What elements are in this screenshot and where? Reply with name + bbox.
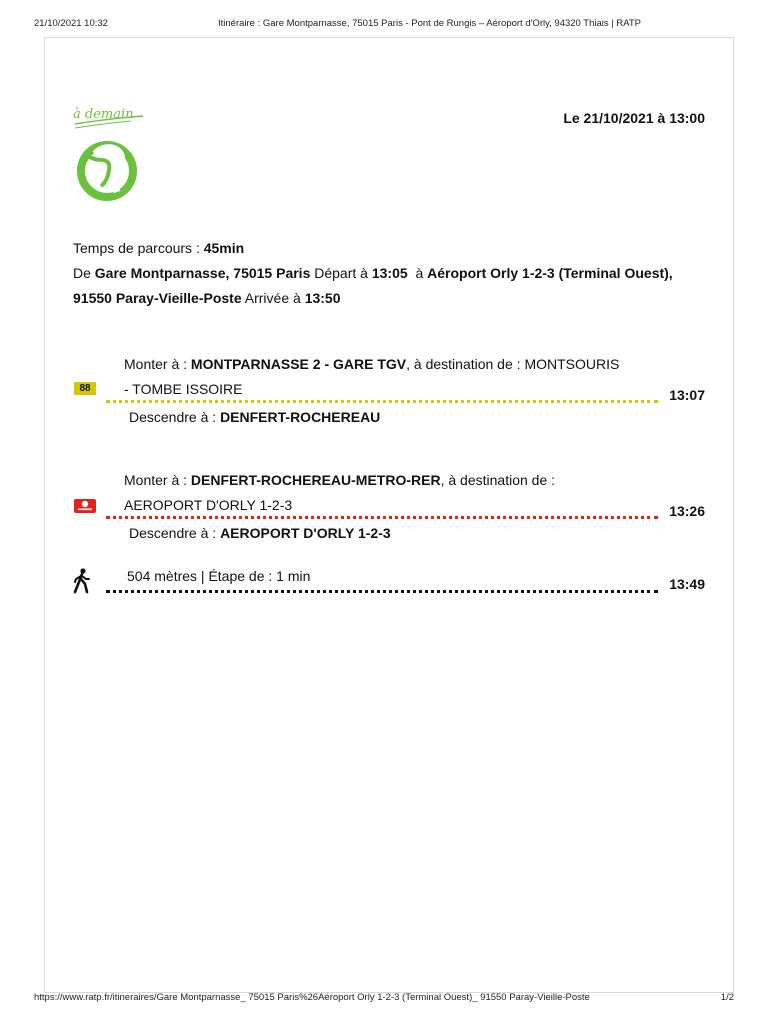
step-orlybus xyxy=(73,466,705,546)
direction: - TOMBE ISSOIRE xyxy=(124,381,243,397)
print-page-number: 1/2 xyxy=(720,992,734,1003)
from-label: De xyxy=(73,265,91,281)
itinerary-page xyxy=(44,37,734,993)
alight-label: Descendre à : xyxy=(129,525,217,541)
step-board-line xyxy=(124,352,619,402)
arrive-label: Arrivée à xyxy=(244,290,301,306)
board-label: Monter à : xyxy=(124,356,188,372)
depart-label: Départ à xyxy=(314,265,368,281)
step-time: 13:49 xyxy=(669,576,705,592)
walk-description: 504 mètres | Étape de : 1 min xyxy=(127,568,311,584)
duration-value: 45min xyxy=(203,240,245,256)
step-walk xyxy=(73,564,705,604)
print-header xyxy=(0,18,768,32)
step-alight-line xyxy=(129,409,380,425)
alight-stop: DENFERT-ROCHEREAU xyxy=(220,409,381,425)
bus-line-badge: 88 xyxy=(74,382,96,395)
ratp-logo xyxy=(71,104,151,208)
route-row xyxy=(73,261,683,311)
arrive-time: 13:50 xyxy=(304,290,341,306)
board-label: Monter à : xyxy=(124,472,188,488)
step-time: 13:26 xyxy=(669,503,705,519)
destination-part2: Ouest), 91550 Paray-Vieille-Poste xyxy=(73,265,673,306)
rer-orlybus-icon xyxy=(74,499,96,513)
direction: AEROPORT D'ORLY 1-2-3 xyxy=(124,497,293,513)
board-stop: DENFERT-ROCHEREAU-METRO-RER xyxy=(190,472,441,488)
itinerary-summary xyxy=(73,236,683,311)
step-board-line xyxy=(124,468,555,518)
route-segment-line xyxy=(106,400,658,403)
walking-person-icon xyxy=(73,568,91,594)
to-label: à xyxy=(415,265,424,281)
duration-label: Temps de parcours : xyxy=(73,240,200,256)
route-segment-line xyxy=(106,516,658,519)
print-datetime: 21/10/2021 10:32 xyxy=(34,18,108,29)
itinerary-date: Le 21/10/2021 à 13:00 xyxy=(563,110,705,126)
destination-part1: Aéroport Orly 1-2-3 (Terminal xyxy=(427,265,621,281)
alight-stop: AEROPORT D'ORLY 1-2-3 xyxy=(220,525,391,541)
origin: Gare Montparnasse, 75015 Paris xyxy=(94,265,311,281)
route-segment-line xyxy=(106,590,658,593)
step-time: 13:07 xyxy=(669,387,705,403)
print-title: Itinéraire : Gare Montparnasse, 75015 Paris - Pont de Rungis – Aéroport d'Orly, 94320 Thiais | RATP xyxy=(218,18,642,29)
board-stop: MONTPARNASSE 2 - GARE TGV xyxy=(190,356,407,372)
direction-label: , à destination de : xyxy=(440,472,556,488)
step-bus xyxy=(73,350,705,430)
logo-tagline: à demain xyxy=(73,107,134,122)
step-alight-line xyxy=(129,525,391,541)
direction-label: , à destination de : xyxy=(406,356,521,372)
print-footer xyxy=(0,992,768,1006)
depart-time: 13:05 xyxy=(371,265,408,281)
print-url: https://www.ratp.fr/itineraires/Gare Montparnasse_ 75015 Paris%26Aéroport Orly 1-2-3 (Terminal Ouest)_ 91550 Paray-Vieille-Poste xyxy=(34,992,590,1003)
direction: MONTSOURIS xyxy=(524,356,620,372)
duration-row xyxy=(73,236,683,261)
alight-label: Descendre à : xyxy=(129,409,217,425)
